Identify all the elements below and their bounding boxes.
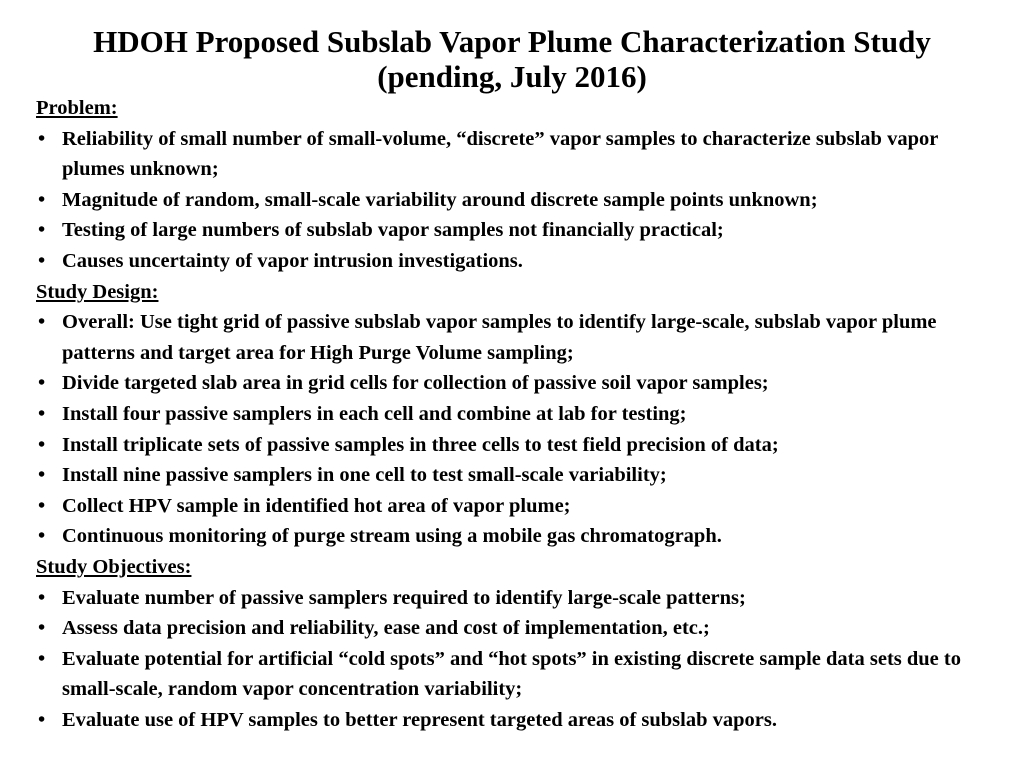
section-heading-problem: Problem: <box>36 97 118 119</box>
bullet-icon: • <box>38 249 46 272</box>
bullet-text: Causes uncertainty of vapor intrusion investigations. <box>62 249 523 272</box>
bullet-text: Install four passive samplers in each cell and combine at lab for testing; <box>62 402 687 425</box>
bullet-text: Evaluate potential for artificial “cold spots” and “hot spots” in existing discrete sample data sets due to small-scale, random vapor concentration variability; <box>62 647 961 701</box>
bullet-text: Divide targeted slab area in grid cells for collection of passive soil vapor samples; <box>62 372 769 395</box>
bullet-text: Reliability of small number of small-volume, “discrete” vapor samples to characterize subslab vapor plumes unknown; <box>62 127 938 181</box>
bullet-icon: • <box>38 311 46 334</box>
bullet-text: Install triplicate sets of passive samples in three cells to test field precision of data; <box>62 433 779 456</box>
bullet-item <box>36 215 996 246</box>
section-heading-study-objectives: Study Objectives: <box>36 555 192 578</box>
section-study-design <box>36 277 996 552</box>
section-heading-study-design: Study Design: <box>36 280 159 303</box>
bullet-list-problem <box>36 124 996 277</box>
bullet-text: Continuous monitoring of purge stream using a mobile gas chromatograph. <box>62 525 722 548</box>
bullet-item <box>36 491 996 522</box>
bullet-icon: • <box>38 402 46 425</box>
bullet-icon: • <box>38 525 46 548</box>
bullet-text: Evaluate number of passive samplers required to identify large-scale patterns; <box>62 586 746 609</box>
bullet-item <box>36 430 996 461</box>
bullet-icon: • <box>38 494 46 517</box>
bullet-icon: • <box>38 372 46 395</box>
bullet-list-study-design <box>36 307 996 552</box>
bullet-text: Testing of large numbers of subslab vapor samples not financially practical; <box>62 219 724 242</box>
bullet-icon: • <box>38 617 46 640</box>
slide-body <box>36 93 996 735</box>
bullet-item <box>36 307 996 368</box>
bullet-item <box>36 613 996 644</box>
bullet-icon: • <box>38 464 46 487</box>
section-problem <box>36 93 996 277</box>
bullet-item <box>36 460 996 491</box>
bullet-text: Collect HPV sample in identified hot area of vapor plume; <box>62 494 571 517</box>
bullet-text: Magnitude of random, small-scale variability around discrete sample points unknown; <box>62 188 818 211</box>
bullet-item <box>36 521 996 552</box>
bullet-text: Assess data precision and reliability, ease and cost of implementation, etc.; <box>62 617 710 640</box>
bullet-item <box>36 124 996 185</box>
bullet-icon: • <box>38 647 46 670</box>
bullet-icon: • <box>38 708 46 731</box>
bullet-item <box>36 246 996 277</box>
bullet-item <box>36 399 996 430</box>
bullet-text: Install nine passive samplers in one cell to test small-scale variability; <box>62 464 667 487</box>
bullet-icon: • <box>38 127 46 150</box>
bullet-icon: • <box>38 586 46 609</box>
bullet-icon: • <box>38 219 46 242</box>
bullet-list-study-objectives <box>36 583 996 736</box>
section-study-objectives <box>36 552 996 736</box>
slide-title-line-1: HDOH Proposed Subslab Vapor Plume Characterization Study <box>93 24 931 59</box>
slide-title-line-2: (pending, July 2016) <box>377 59 647 94</box>
bullet-icon: • <box>38 188 46 211</box>
bullet-item <box>36 368 996 399</box>
bullet-text: Overall: Use tight grid of passive subslab vapor samples to identify large-scale, subslab vapor plume patterns and target area for High Purge Volume sampling; <box>62 311 937 364</box>
bullet-icon: • <box>38 433 46 456</box>
bullet-item <box>36 644 996 705</box>
bullet-item <box>36 185 996 216</box>
bullet-item <box>36 705 996 736</box>
bullet-text: Evaluate use of HPV samples to better represent targeted areas of subslab vapors. <box>62 708 777 731</box>
slide-title <box>0 24 1024 94</box>
bullet-item <box>36 583 996 614</box>
